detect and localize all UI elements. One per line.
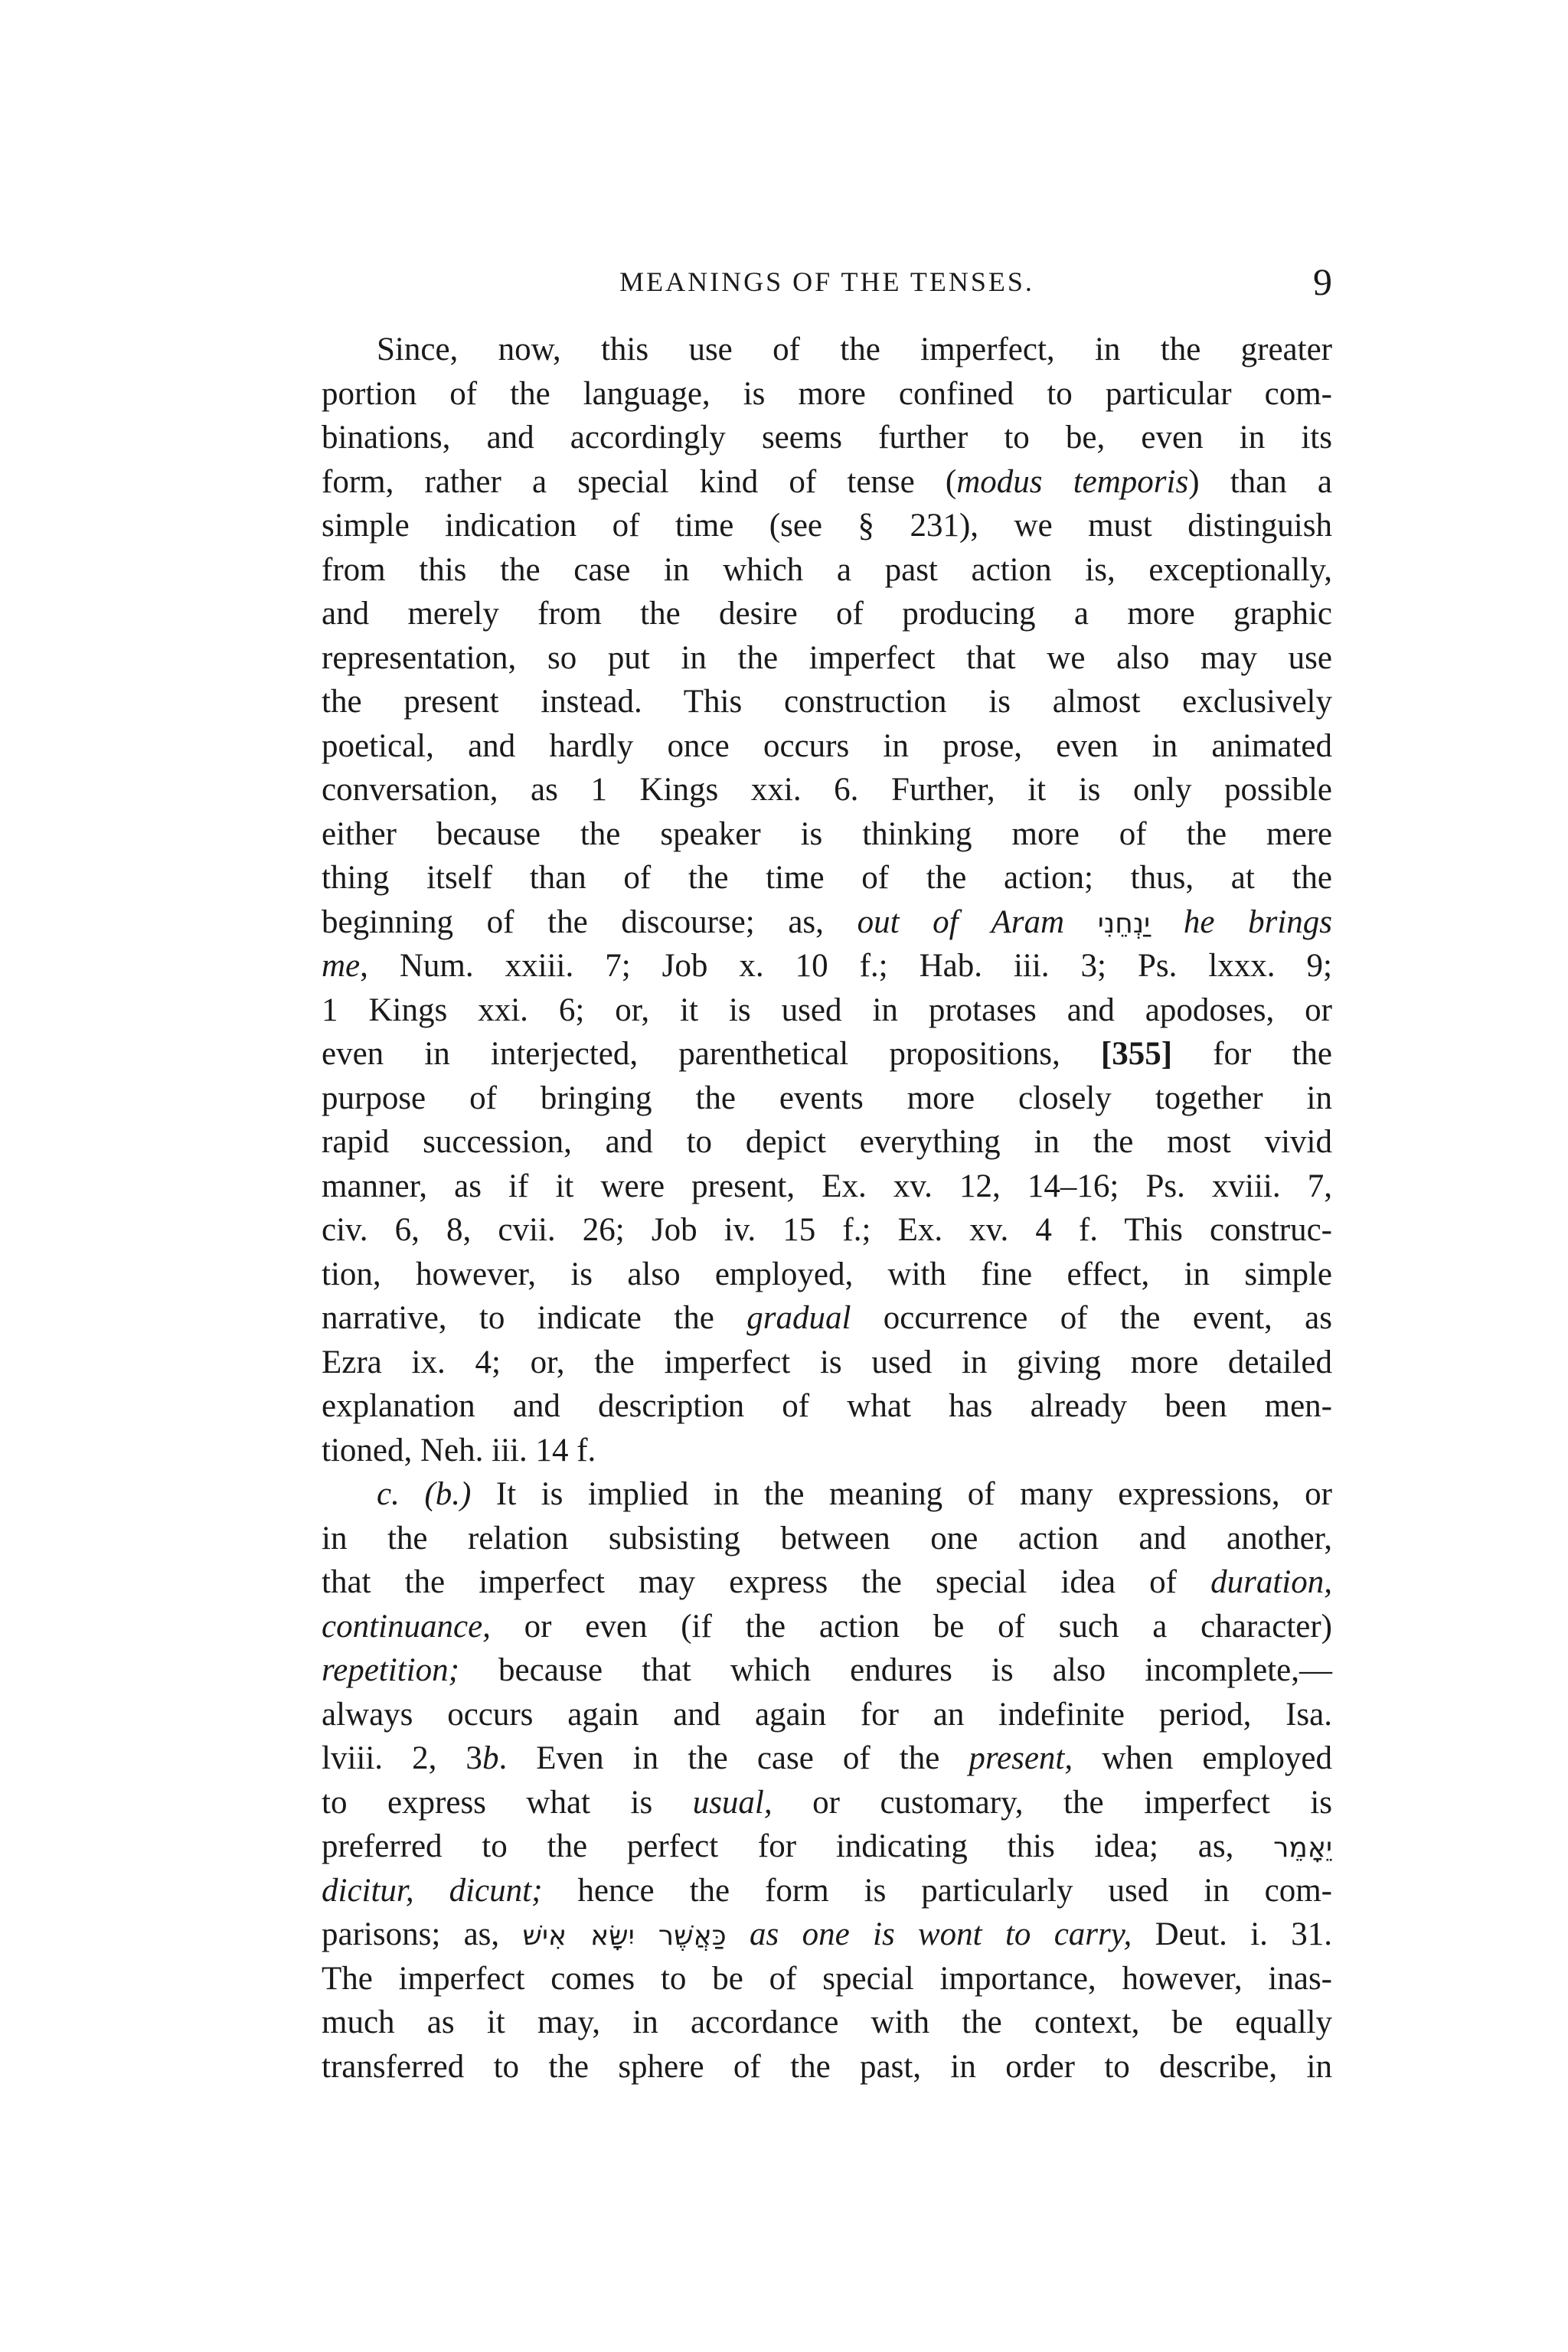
section-label: c. (b.) [377,1476,472,1512]
text-line: that the imperfect may express the special idea of duration, [322,1564,1332,1600]
hebrew-word: יַנְחֵנִי [1097,907,1151,939]
italic-term: me [322,948,361,984]
page-marker: [355] [1100,1036,1173,1072]
running-title: MEANINGS OF THE TENSES. [619,266,1034,297]
text-line: beginning of the discourse; as, out of Aram יַנְחֵנִי he brings [322,903,1333,940]
italic-term: modus temporis [956,463,1189,500]
text-line: continuance, or even (if the action be of such a character) [322,1608,1332,1645]
text-line: lviii. 2, 3b. Even in the case of the present, when employed [322,1740,1332,1776]
text-line: much as it may, in accordance with the context, be equally [322,2004,1332,2040]
text-line: rapid succession, and to depict everything in the most vivid [322,1124,1332,1160]
text-line: Since, now, this use of the imperfect, in the greater [377,332,1332,368]
text-line: c. (b.) It is implied in the meaning of many expressions, or [377,1476,1332,1512]
italic-term: out of Aram [857,903,1065,940]
italic-term: b [482,1740,499,1776]
text-line: narrative, to indicate the gradual occurrence of the event, as [322,1300,1332,1336]
text-line: parisons; as, כַּאֲשֶׁר יִשָּׂא אִישׁ as one is wont to carry, Deut. i. 31. [322,1916,1333,1952]
hebrew-word: יֵאָמֵר [1273,1832,1332,1864]
text-line: representation, so put in the imperfect that we also may use [322,639,1332,676]
text-line: The imperfect comes to be of special importance, however, inas- [322,1960,1332,1997]
text-line: Ezra ix. 4; or, the imperfect is used in giving more detailed [322,1344,1332,1380]
italic-term: duration, [1210,1564,1332,1600]
text-line: binations, and accordingly seems further to be, even in its [322,420,1332,456]
italic-term: continuance, [322,1608,491,1645]
text-line: me, Num. xxiii. 7; Job x. 10 f.; Hab. iii. 3; Ps. lxxx. 9; [322,948,1332,984]
running-head [322,259,1332,305]
text-line: tion, however, is also employed, with fine effect, in simple [322,1256,1332,1292]
text-line: from this the case in which a past action is, exceptionally, [322,551,1332,588]
text-line: dicitur, dicunt; hence the form is particularly used in com- [322,1872,1332,1909]
italic-term: as one is wont to carry, [750,1916,1132,1952]
text-line: preferred to the perfect for indicating this idea; as, יֵאָמֵר [322,1828,1332,1864]
text-line: in the relation subsisting between one action and another, [322,1520,1332,1557]
body-text [322,328,1332,2089]
italic-term: dicitur, dicunt; [322,1872,543,1909]
text-line: form, rather a special kind of tense (modus temporis) than a [322,463,1332,500]
text-line: the present instead. This construction is almost exclusively [322,684,1332,720]
text-line: always occurs again and again for an indefinite period, Isa. [322,1696,1332,1733]
text-line: conversation, as 1 Kings xxi. 6. Further, it is only possible [322,772,1332,808]
text-line: repetition; because that which endures is also incomplete,— [322,1652,1332,1688]
page-number: 9 [1313,260,1332,303]
text-line: civ. 6, 8, cvii. 26; Job iv. 15 f.; Ex. xv. 4 f. This construc- [322,1212,1332,1248]
text-line: to express what is usual, or customary, the imperfect is [322,1784,1333,1821]
italic-term: repetition; [322,1652,459,1688]
text-line: either because the speaker is thinking more of the mere [322,815,1332,852]
text-line: portion of the language, is more confined to particular com- [322,375,1332,412]
italic-term: he brings [1183,903,1333,940]
text-line: purpose of bringing the events more closely together in [322,1080,1332,1116]
italic-term: present, [969,1740,1073,1776]
text-line: transferred to the sphere of the past, in order to describe, in [322,2048,1332,2085]
text-line: thing itself than of the time of the action; thus, at the [322,860,1332,896]
text-line: and merely from the desire of producing a more graphic [322,596,1332,632]
italic-term: gradual [746,1300,851,1336]
text-line: explanation and description of what has already been men- [322,1388,1332,1424]
text-line: tioned, Neh. iii. 14 f. [322,1432,596,1468]
text-line: poetical, and hardly once occurs in prose, even in animated [322,727,1332,764]
italic-term: usual, [692,1784,773,1821]
text-line: even in interjected, parenthetical propositions, [355] for the [322,1036,1333,1072]
text-line: manner, as if it were present, Ex. xv. 12, 14–16; Ps. xviii. 7, [322,1168,1332,1204]
hebrew-phrase: כַּאֲשֶׁר יִשָּׂא אִישׁ [522,1920,727,1952]
text-line: 1 Kings xxi. 6; or, it is used in protases and apodoses, or [322,991,1332,1028]
text-line: simple indication of time (see § 231), we must distinguish [322,508,1332,544]
